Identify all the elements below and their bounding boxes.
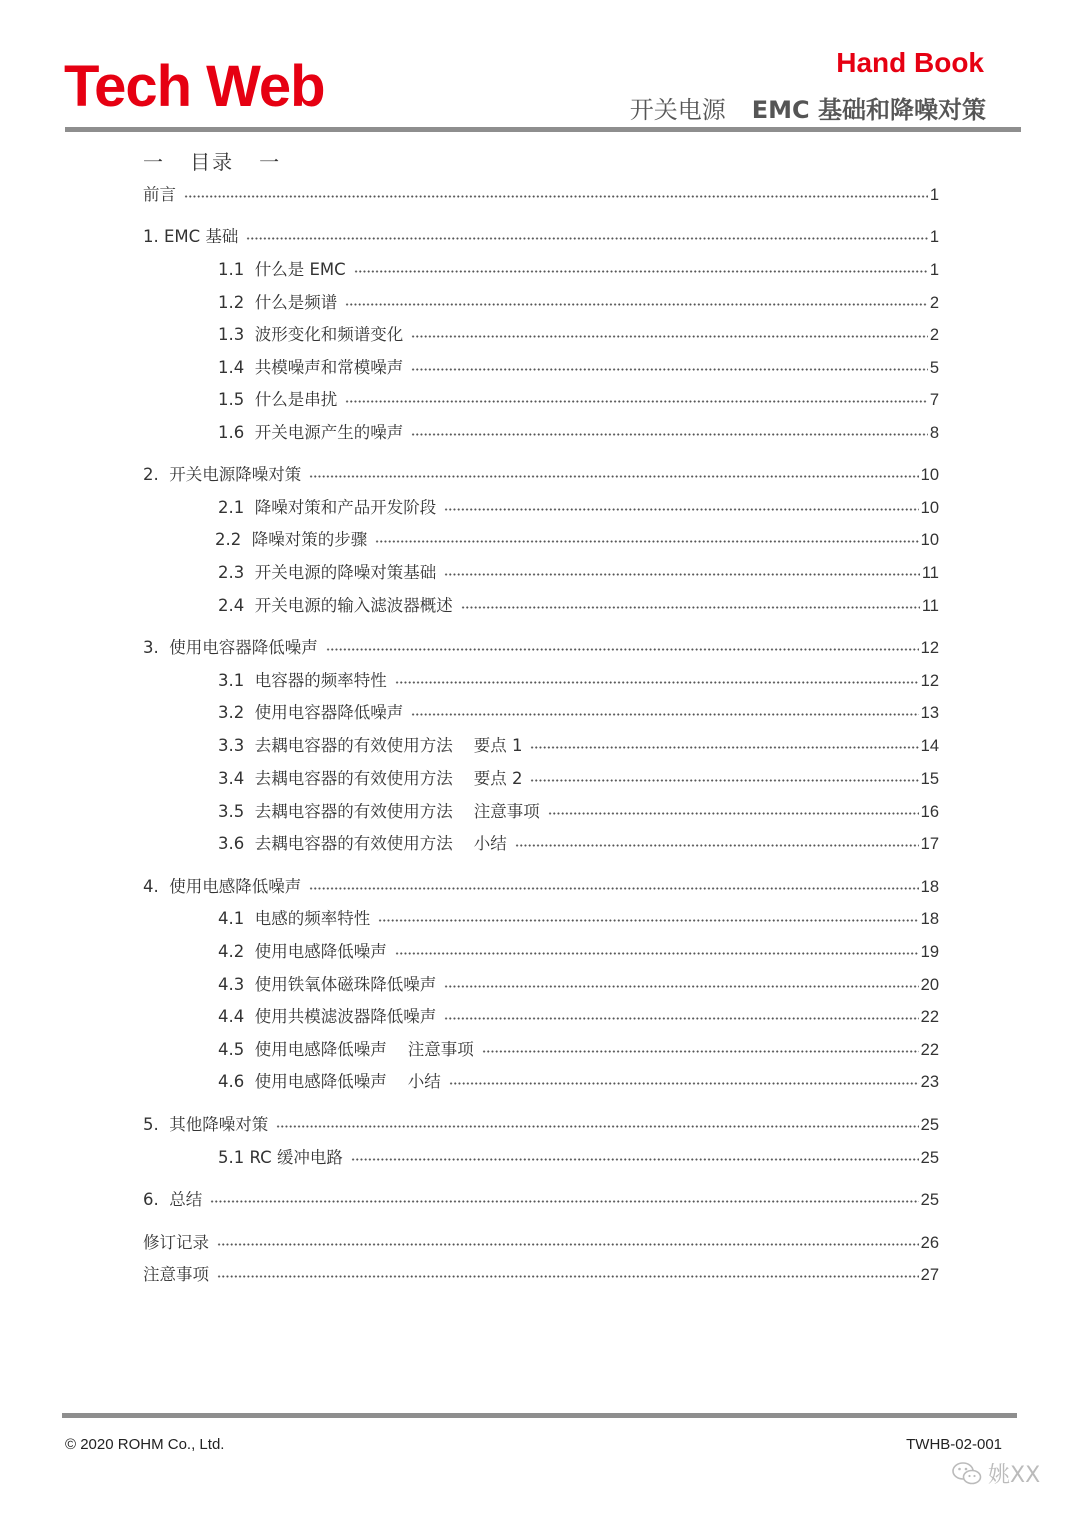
toc-leader xyxy=(515,844,919,847)
toc-entry-page: 10 xyxy=(920,531,939,549)
toc-entry[interactable] xyxy=(218,732,939,756)
toc-leader xyxy=(395,681,919,684)
toc-entry[interactable] xyxy=(143,223,939,247)
toc-entry-label: 2.4 开关电源的输入滤波器概述 xyxy=(218,596,453,615)
toc-entry[interactable] xyxy=(218,321,939,345)
toc-leader xyxy=(411,433,928,436)
toc-entry-page: 11 xyxy=(921,564,939,582)
toc-leader xyxy=(449,1082,919,1085)
toc-entry-page: 13 xyxy=(920,704,939,722)
toc-leader xyxy=(378,919,918,922)
toc-entry-page: 1 xyxy=(929,228,939,246)
toc-entry-page: 2 xyxy=(929,294,939,312)
toc-leader xyxy=(246,237,927,240)
toc-entry-page: 10 xyxy=(920,466,939,484)
handbook-subtitle xyxy=(630,90,986,125)
toc-heading: 一 目录 一 xyxy=(143,150,282,174)
toc-entry-page: 23 xyxy=(920,1073,939,1091)
toc-entry-page: 2 xyxy=(929,326,939,344)
document-id: TWHB-02-001 xyxy=(906,1436,1002,1453)
header-divider xyxy=(65,127,1021,132)
toc-entry-page: 16 xyxy=(920,803,939,821)
toc-entry-page: 22 xyxy=(920,1008,939,1026)
toc-leader xyxy=(530,779,918,782)
toc-entry-label: 4.5 使用电感降低噪声 注意事项 xyxy=(218,1040,474,1059)
toc-leader xyxy=(411,335,928,338)
toc-leader xyxy=(184,195,928,198)
toc-entry[interactable] xyxy=(218,667,939,691)
toc-entry[interactable] xyxy=(218,592,939,616)
toc-entry-label: 前言 xyxy=(143,185,176,204)
toc-entry-page: 11 xyxy=(921,597,939,615)
toc-entry[interactable] xyxy=(218,830,939,854)
toc-leader xyxy=(395,952,919,955)
toc-entry[interactable] xyxy=(143,1111,939,1135)
toc-leader xyxy=(276,1125,918,1128)
toc-leader xyxy=(444,1017,918,1020)
toc-entry-page: 5 xyxy=(929,359,939,377)
toc-entry-label: 1.2 什么是频谱 xyxy=(218,293,338,312)
toc-entry-page: 19 xyxy=(920,943,939,961)
toc-entry[interactable] xyxy=(218,1036,939,1060)
toc-leader xyxy=(482,1050,919,1053)
toc-entry-label: 2.2 降噪对策的步骤 xyxy=(215,530,368,549)
toc-entry[interactable] xyxy=(215,526,939,550)
toc-entry[interactable] xyxy=(218,905,939,929)
toc-leader xyxy=(309,887,918,890)
toc-leader xyxy=(461,606,920,609)
toc-entry-label: 2. 开关电源降噪对策 xyxy=(143,465,302,484)
toc-entry-label: 4. 使用电感降低噪声 xyxy=(143,877,302,896)
toc-leader xyxy=(444,985,918,988)
toc-entry-page: 25 xyxy=(920,1149,939,1167)
toc-entry[interactable] xyxy=(218,938,939,962)
toc-leader xyxy=(530,746,918,749)
toc-leader xyxy=(309,475,918,478)
toc-entry[interactable] xyxy=(218,354,939,378)
toc-leader xyxy=(345,303,928,306)
toc-leader xyxy=(444,508,918,511)
toc-entry-page: 18 xyxy=(920,878,939,896)
toc-entry-page: 7 xyxy=(929,391,939,409)
toc-entry[interactable] xyxy=(218,1144,939,1168)
footer-divider xyxy=(62,1413,1017,1418)
toc-entry-label: 修订记录 xyxy=(143,1233,209,1252)
toc-entry[interactable] xyxy=(143,1261,939,1285)
toc-entry-page: 18 xyxy=(920,910,939,928)
toc-entry-label: 注意事项 xyxy=(143,1265,209,1284)
toc-entry[interactable] xyxy=(218,419,939,443)
toc-entry-label: 3. 使用电容器降低噪声 xyxy=(143,638,318,657)
toc-entry[interactable] xyxy=(143,1229,939,1253)
toc-leader xyxy=(345,400,928,403)
toc-entry-label: 5.1 RC 缓冲电路 xyxy=(218,1148,343,1167)
toc-entry[interactable] xyxy=(218,289,939,313)
toc-entry-page: 1 xyxy=(929,186,939,204)
toc-entry[interactable] xyxy=(218,1068,939,1092)
wechat-icon xyxy=(952,1461,982,1487)
subtitle-part1: 开关电源 xyxy=(629,96,726,124)
toc-entry-label: 4.1 电感的频率特性 xyxy=(218,909,371,928)
toc-leader xyxy=(375,540,918,543)
toc-entry-label: 3.6 去耦电容器的有效使用方法 小结 xyxy=(218,834,507,853)
toc-entry-label: 2.3 开关电源的降噪对策基础 xyxy=(218,563,437,582)
toc-entry-page: 14 xyxy=(920,737,939,755)
toc-entry-page: 25 xyxy=(920,1116,939,1134)
toc-entry-label: 3.4 去耦电容器的有效使用方法 要点 2 xyxy=(218,769,523,788)
toc-leader xyxy=(411,713,918,716)
toc-entry[interactable] xyxy=(143,461,939,485)
toc-entry[interactable] xyxy=(218,256,939,280)
toc-entry-label: 3.3 去耦电容器的有效使用方法 要点 1 xyxy=(218,736,523,755)
toc-entry-label: 6. 总结 xyxy=(143,1190,203,1209)
toc-entry-page: 1 xyxy=(929,261,939,279)
watermark-text: 姚XX xyxy=(988,1463,1041,1488)
toc-entry-label: 1. EMC 基础 xyxy=(143,227,239,246)
toc-leader xyxy=(217,1275,919,1278)
toc-entry[interactable] xyxy=(143,634,939,658)
toc-entry-label: 1.1 什么是 EMC xyxy=(218,260,346,279)
toc-leader xyxy=(548,812,919,815)
toc-entry[interactable] xyxy=(143,1186,939,1210)
toc-entry-page: 8 xyxy=(929,424,939,442)
toc-entry-page: 15 xyxy=(920,770,939,788)
toc-entry[interactable] xyxy=(143,873,939,897)
toc-entry[interactable] xyxy=(218,765,939,789)
toc-entry-page: 27 xyxy=(920,1266,939,1284)
toc-entry-page: 12 xyxy=(920,672,939,690)
copyright: © 2020 ROHM Co., Ltd. xyxy=(65,1436,225,1453)
toc-leader xyxy=(326,648,919,651)
toc-entry-label: 1.6 开关电源产生的噪声 xyxy=(218,423,404,442)
toc-entry[interactable] xyxy=(218,1003,939,1027)
toc-entry-page: 12 xyxy=(920,639,939,657)
toc-entry[interactable] xyxy=(218,971,939,995)
toc-leader xyxy=(217,1243,919,1246)
toc-leader xyxy=(354,270,928,273)
techweb-logo: Tech Web xyxy=(64,54,325,119)
toc-entry-label: 4.2 使用电感降低噪声 xyxy=(218,942,387,961)
toc-leader xyxy=(351,1158,919,1161)
toc-entry-label: 3.5 去耦电容器的有效使用方法 注意事项 xyxy=(218,802,540,821)
toc-entry-page: 22 xyxy=(920,1041,939,1059)
toc-leader xyxy=(444,573,920,576)
toc-entry-page: 20 xyxy=(920,976,939,994)
toc-entry-label: 4.3 使用铁氧体磁珠降低噪声 xyxy=(218,975,437,994)
toc-leader xyxy=(411,368,928,371)
handbook-title: Hand Book xyxy=(836,47,984,78)
toc-entry-label: 5. 其他降噪对策 xyxy=(143,1115,269,1134)
toc-entry[interactable] xyxy=(218,798,939,822)
toc-entry-label: 1.4 共模噪声和常模噪声 xyxy=(218,358,404,377)
toc-entry-page: 10 xyxy=(920,499,939,517)
toc-entry-page: 26 xyxy=(920,1234,939,1252)
toc-entry[interactable] xyxy=(218,494,939,518)
toc-entry-label: 3.2 使用电容器降低噪声 xyxy=(218,703,404,722)
toc-leader xyxy=(210,1200,918,1203)
toc-entry-label: 1.3 波形变化和频谱变化 xyxy=(218,325,404,344)
toc-entry[interactable] xyxy=(218,559,939,583)
toc-entry-label: 4.6 使用电感降低噪声 小结 xyxy=(218,1072,441,1091)
toc-entry-label: 2.1 降噪对策和产品开发阶段 xyxy=(218,498,437,517)
toc-entry-label: 3.1 电容器的频率特性 xyxy=(218,671,387,690)
toc-entry[interactable] xyxy=(218,386,939,410)
toc-entry-label: 1.5 什么是串扰 xyxy=(218,390,338,409)
toc-entry[interactable] xyxy=(143,181,939,205)
toc-entry-page: 17 xyxy=(920,835,939,853)
toc-entry-page: 25 xyxy=(920,1191,939,1209)
toc-entry-label: 4.4 使用共模滤波器降低噪声 xyxy=(218,1007,437,1026)
watermark xyxy=(952,1458,1040,1489)
toc-entry[interactable] xyxy=(218,699,939,723)
subtitle-part2: EMC 基础和降噪对策 xyxy=(751,96,986,124)
